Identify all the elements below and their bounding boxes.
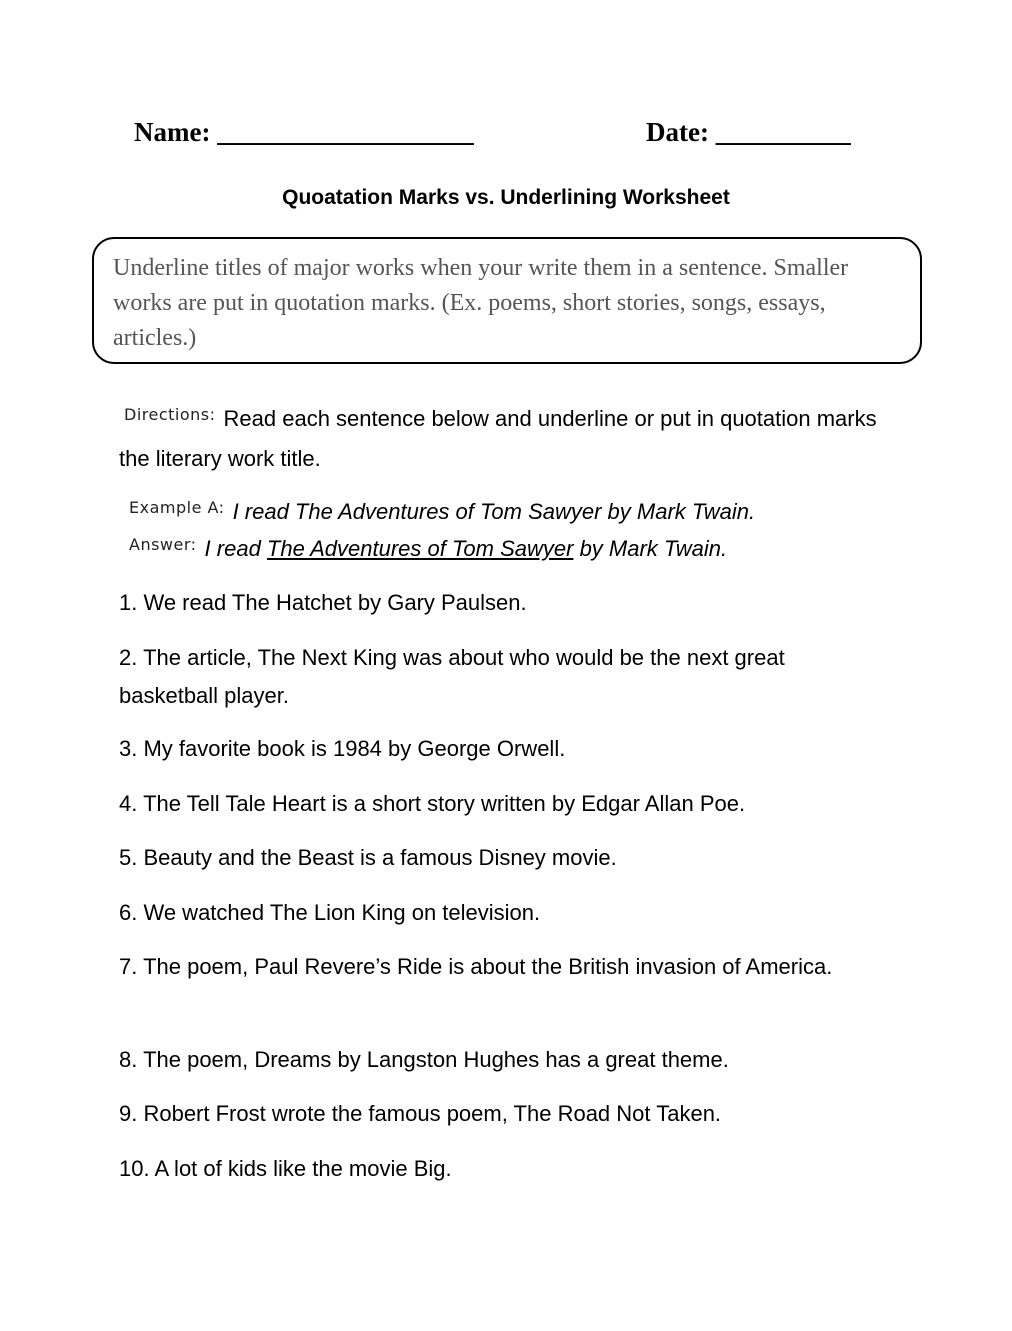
- question-item: 3. My favorite book is 1984 by George Orwell.: [119, 736, 566, 761]
- question-item: 9. Robert Frost wrote the famous poem, The Road Not Taken.: [119, 1101, 722, 1126]
- answer-prefix: I read: [204, 536, 267, 561]
- question-item: 2. The article, The Next King was about who would be the next great basketball player.: [119, 645, 785, 708]
- example-text: I read The Adventures of Tom Sawyer by Mark Twain.: [232, 499, 756, 524]
- question-item: 7. The poem, Paul Revere’s Ride is about the British invasion of America.: [119, 954, 833, 979]
- question-item: 10. A lot of kids like the movie Big.: [119, 1156, 452, 1181]
- question-item: 1. We read The Hatchet by Gary Paulsen.: [119, 590, 527, 615]
- example-label: Example A:: [129, 498, 225, 517]
- answer-suffix: by Mark Twain.: [573, 536, 728, 561]
- answer-label: Answer:: [129, 535, 197, 554]
- rule-text: Underline titles of major works when your write them in a sentence. Smaller works are put in quotation marks. (Ex. poems, short stories, songs, essays, articles.): [113, 255, 849, 351]
- question-item: 4. The Tell Tale Heart is a short story written by Edgar Allan Poe.: [119, 791, 746, 816]
- question-item: 6. We watched The Lion King on television.: [119, 900, 541, 925]
- directions-text: Read each sentence below and underline or put in quotation marks the literary work title.: [119, 406, 877, 471]
- date-field-label: Date: __________: [646, 117, 851, 147]
- question-item: 8. The poem, Dreams by Langston Hughes has a great theme.: [119, 1047, 729, 1072]
- directions: [119, 400, 899, 478]
- example-line: [124, 493, 755, 533]
- answer-underlined-title: The Adventures of Tom Sawyer: [266, 536, 574, 561]
- worksheet-title: Quoatation Marks vs. Underlining Worksheet: [282, 186, 730, 209]
- answer-line: [124, 530, 727, 570]
- rule-box: [92, 237, 922, 364]
- name-field-label: Name: ___________________: [134, 117, 474, 147]
- question-item: 5. Beauty and the Beast is a famous Disney movie.: [119, 845, 617, 870]
- directions-label: Directions:: [124, 405, 216, 424]
